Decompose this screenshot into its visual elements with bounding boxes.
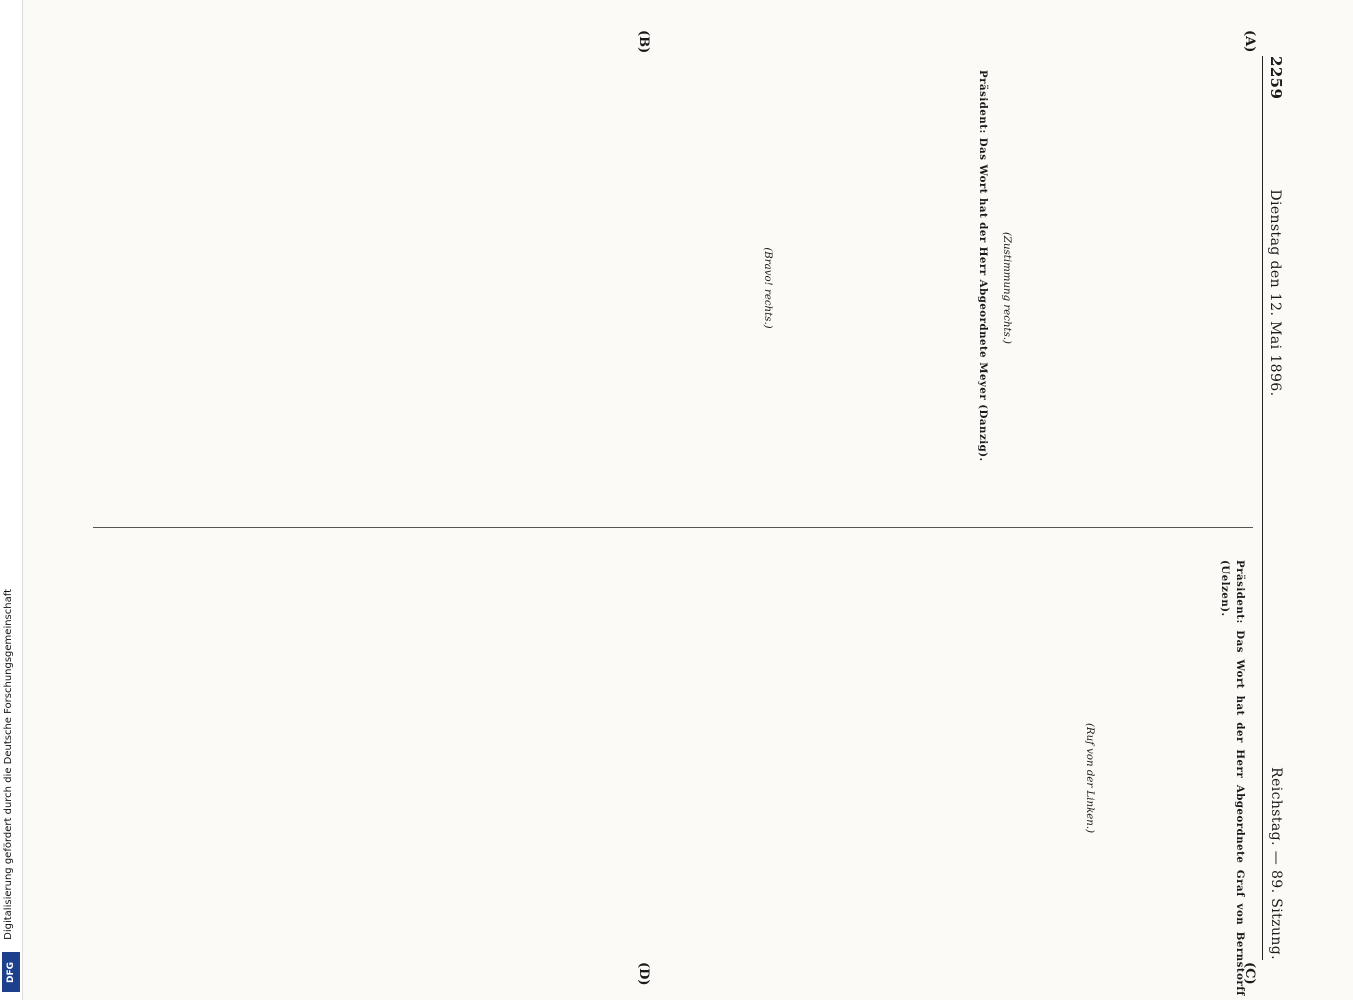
- column-divider: [93, 527, 1253, 528]
- text-paragraph: [803, 560, 833, 996]
- text-paragraph: [1223, 70, 1253, 506]
- text-paragraph: [824, 70, 854, 506]
- side-credit-strip: [0, 0, 23, 1000]
- text-paragraph: [1023, 70, 1053, 506]
- text-paragraph: [904, 70, 934, 506]
- running-header: [1262, 56, 1289, 960]
- margin-marker-c: (C): [1242, 962, 1257, 985]
- text-paragraph: [1003, 560, 1033, 996]
- reaction-note: (Zustimmung rechts.): [1001, 231, 1012, 345]
- text-paragraph: [864, 70, 894, 506]
- text-paragraph: [1183, 70, 1213, 506]
- text-column-left: [53, 70, 1253, 506]
- text-paragraph: [843, 560, 873, 996]
- text-paragraph: [1106, 560, 1136, 996]
- text-paragraph: [923, 560, 953, 996]
- speaker-heading: Präsident: Das Wort hat der Herr Abgeordnete Meyer (Danzig).: [977, 70, 990, 462]
- margin-marker-d: (D): [636, 962, 651, 986]
- header-date: Dienstag den 12. Mai 1896.: [1267, 189, 1283, 397]
- text-paragraph: [1186, 560, 1216, 996]
- text-paragraph: [1143, 70, 1173, 506]
- text-paragraph: [944, 70, 974, 506]
- dfg-logo-icon: DFG: [2, 952, 20, 992]
- text-paragraph: [1063, 70, 1093, 506]
- speaker-heading: Präsident: Das Wort hat der Herr Abgeordnete Graf von Bernstorff (Uelzen).: [1219, 560, 1246, 996]
- text-paragraph: [1103, 70, 1133, 506]
- side-credit-text: Digitalisierung gefördert durch die Deutsche Forschungsgemeinschaft: [3, 589, 14, 940]
- text-paragraph: [784, 70, 814, 506]
- text-paragraph: [963, 560, 993, 996]
- text-column-right: [53, 560, 1253, 996]
- reaction-note: (Ruf von der Linken.): [1083, 722, 1095, 834]
- text-paragraph: [883, 560, 913, 996]
- margin-marker-b: (B): [636, 30, 651, 54]
- text-paragraph: [1146, 560, 1176, 996]
- margin-marker-a: (A): [1242, 30, 1257, 53]
- text-paragraph: [1043, 560, 1073, 996]
- header-publication: Reichstag. — 89. Sitzung.: [1268, 767, 1284, 960]
- reaction-note: (Bravo! rechts.): [761, 247, 773, 329]
- page-number: 2259: [1267, 56, 1285, 100]
